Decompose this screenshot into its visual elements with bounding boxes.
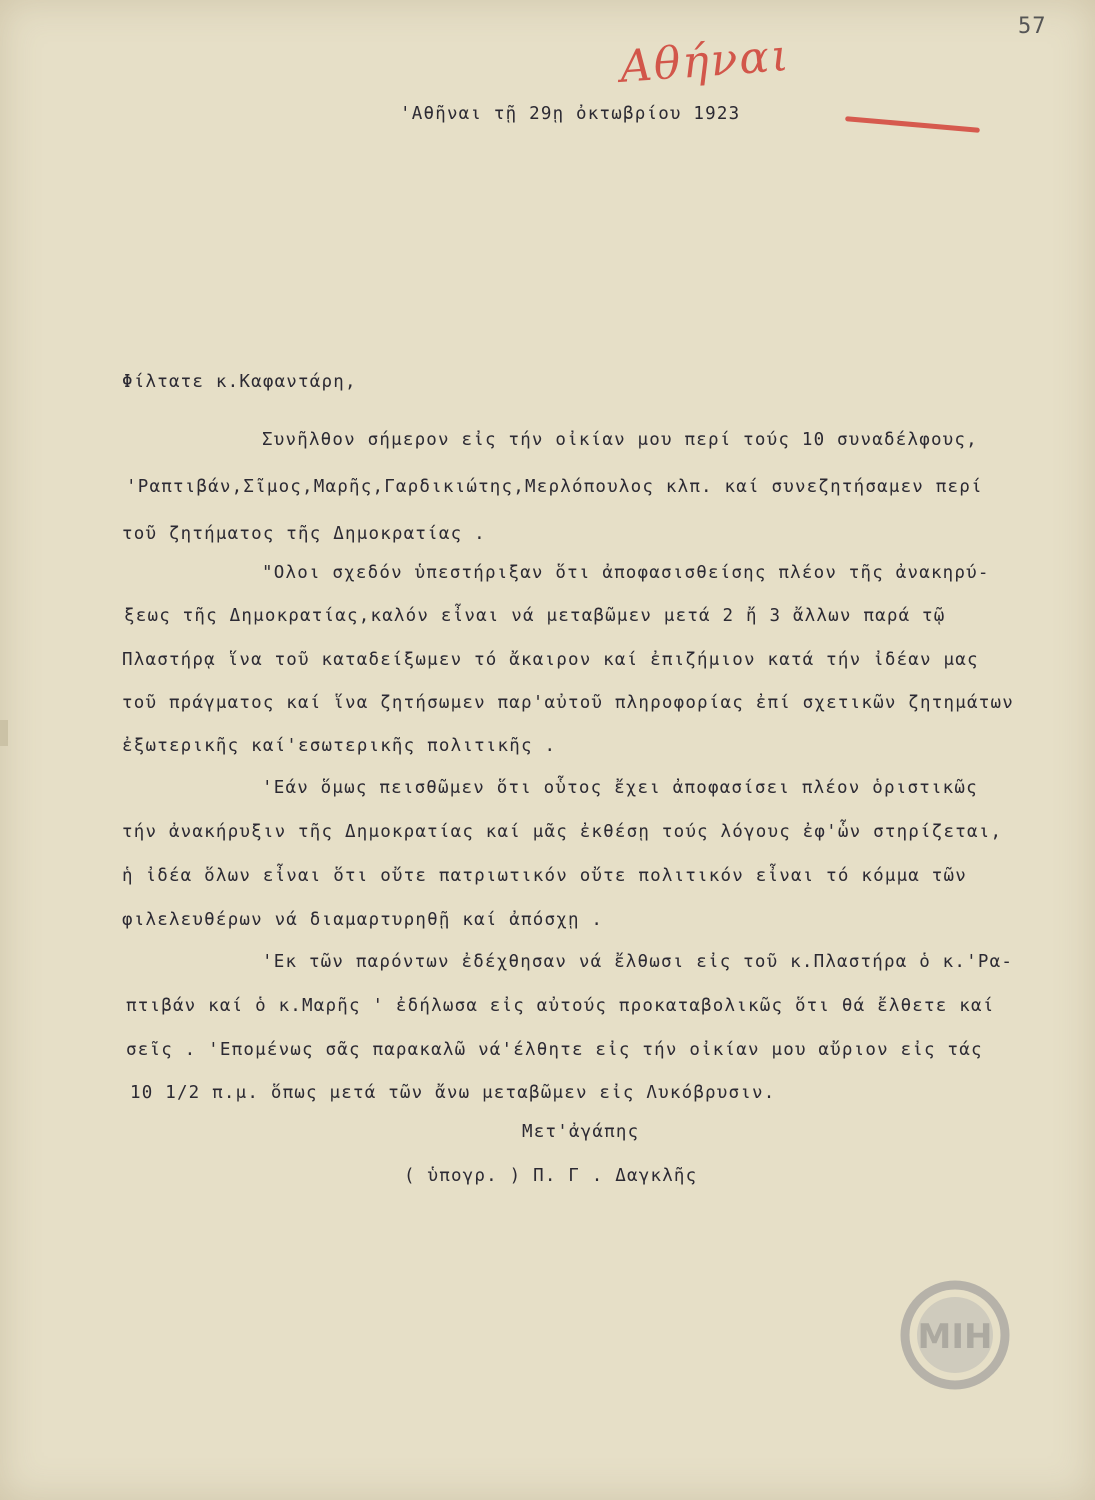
body-line: τοῦ πράγματος καί ἵνα ζητήσωμεν παρ'αὐτοῦ πληροφορίας ἐπί σχετικῶν ζητημάτων [122, 693, 1014, 713]
date-line: 'Αθῆναι τῇ 29ῃ ὀκτωβρίου 1923 [400, 104, 741, 124]
paper-fold-mark [0, 720, 8, 746]
body-line: τήν ἀνακήρυξιν τῆς Δημοκρατίας καί μᾶς ἐκθέσῃ τούς λόγους ἐφ'ὧν στηρίζεται, [122, 822, 1003, 842]
body-line: 'Εάν ὅμως πεισθῶμεν ὅτι οὗτος ἔχει ἀποφασίσει πλέον ὁριστικῶς [262, 778, 978, 798]
archive-stamp-icon [900, 1280, 1010, 1390]
closing: Μετ'ἀγάπης [522, 1122, 640, 1142]
body-line: ἡ ἰδέα ὅλων εἶναι ὅτι οὔτε πατριωτικόν οὔτε πολιτικόν εἶναι τό κόμμα τῶν [122, 866, 967, 886]
salutation: Φίλτατε κ.Καφαντάρη, [122, 372, 357, 392]
body-line: Πλαστήρᾳ ἵνα τοῦ καταδείξωμεν τό ἄκαιρον καί ἐπιζήμιον κατά τήν ἰδέαν μας [122, 650, 979, 670]
body-line: 'Ραπτιβάν,Σῖμος,Μαρῆς,Γαρδικιώτης,Μερλόπουλος κλπ. καί συνεζητήσαμεν περί [126, 477, 983, 497]
signature: ( ὑπογρ. ) Π. Γ . Δαγκλῆς [404, 1166, 698, 1186]
body-line: 'Εκ τῶν παρόντων ἐδέχθησαν νά ἔλθωσι εἰς τοῦ κ.Πλαστήρα ὁ κ.'Ρα- [262, 952, 1014, 972]
stamp-letters: ΜΙΗ [917, 1317, 993, 1357]
body-line: σεῖς . 'Επομένως σᾶς παρακαλῶ νά'έλθητε εἰς τήν οἰκίαν μου αὔριον εἰς τάς [126, 1040, 983, 1060]
red-pencil-underline [845, 116, 980, 133]
body-line: ξεως τῆς Δημοκρατίας,καλόν εἶναι νά μεταβῶμεν μετά 2 ἤ 3 ἄλλων παρά τῷ [124, 606, 946, 626]
body-line: τοῦ ζητήματος τῆς Δημοκρατίας . [122, 524, 486, 544]
archive-number: 57 [1018, 14, 1047, 39]
handwritten-note: Αθήναι [618, 30, 792, 93]
body-line: ἐξωτερικῆς καί'εσωτερικῆς πολιτικῆς . [122, 736, 557, 756]
body-line: Συνῆλθον σήμερον εἰς τήν οἰκίαν μου περί τούς 10 συναδέλφους, [262, 430, 978, 450]
body-line: φιλελευθέρων νά διαμαρτυρηθῇ καί ἀπόσχῃ . [122, 910, 604, 930]
body-line: 10 1/2 π.μ. ὅπως μετά τῶν ἄνω μεταβῶμεν εἰς Λυκόβρυσιν. [130, 1083, 776, 1103]
body-line: πτιβάν καί ὁ κ.Μαρῆς ' ἐδήλωσα εἰς αὐτούς προκαταβολικῶς ὅτι θά ἔλθετε καί [126, 996, 995, 1016]
body-line: "Ολοι σχεδόν ὑπεστήριξαν ὅτι ἀποφασισθείσης πλέον τῆς ἀνακηρύ- [262, 563, 990, 583]
